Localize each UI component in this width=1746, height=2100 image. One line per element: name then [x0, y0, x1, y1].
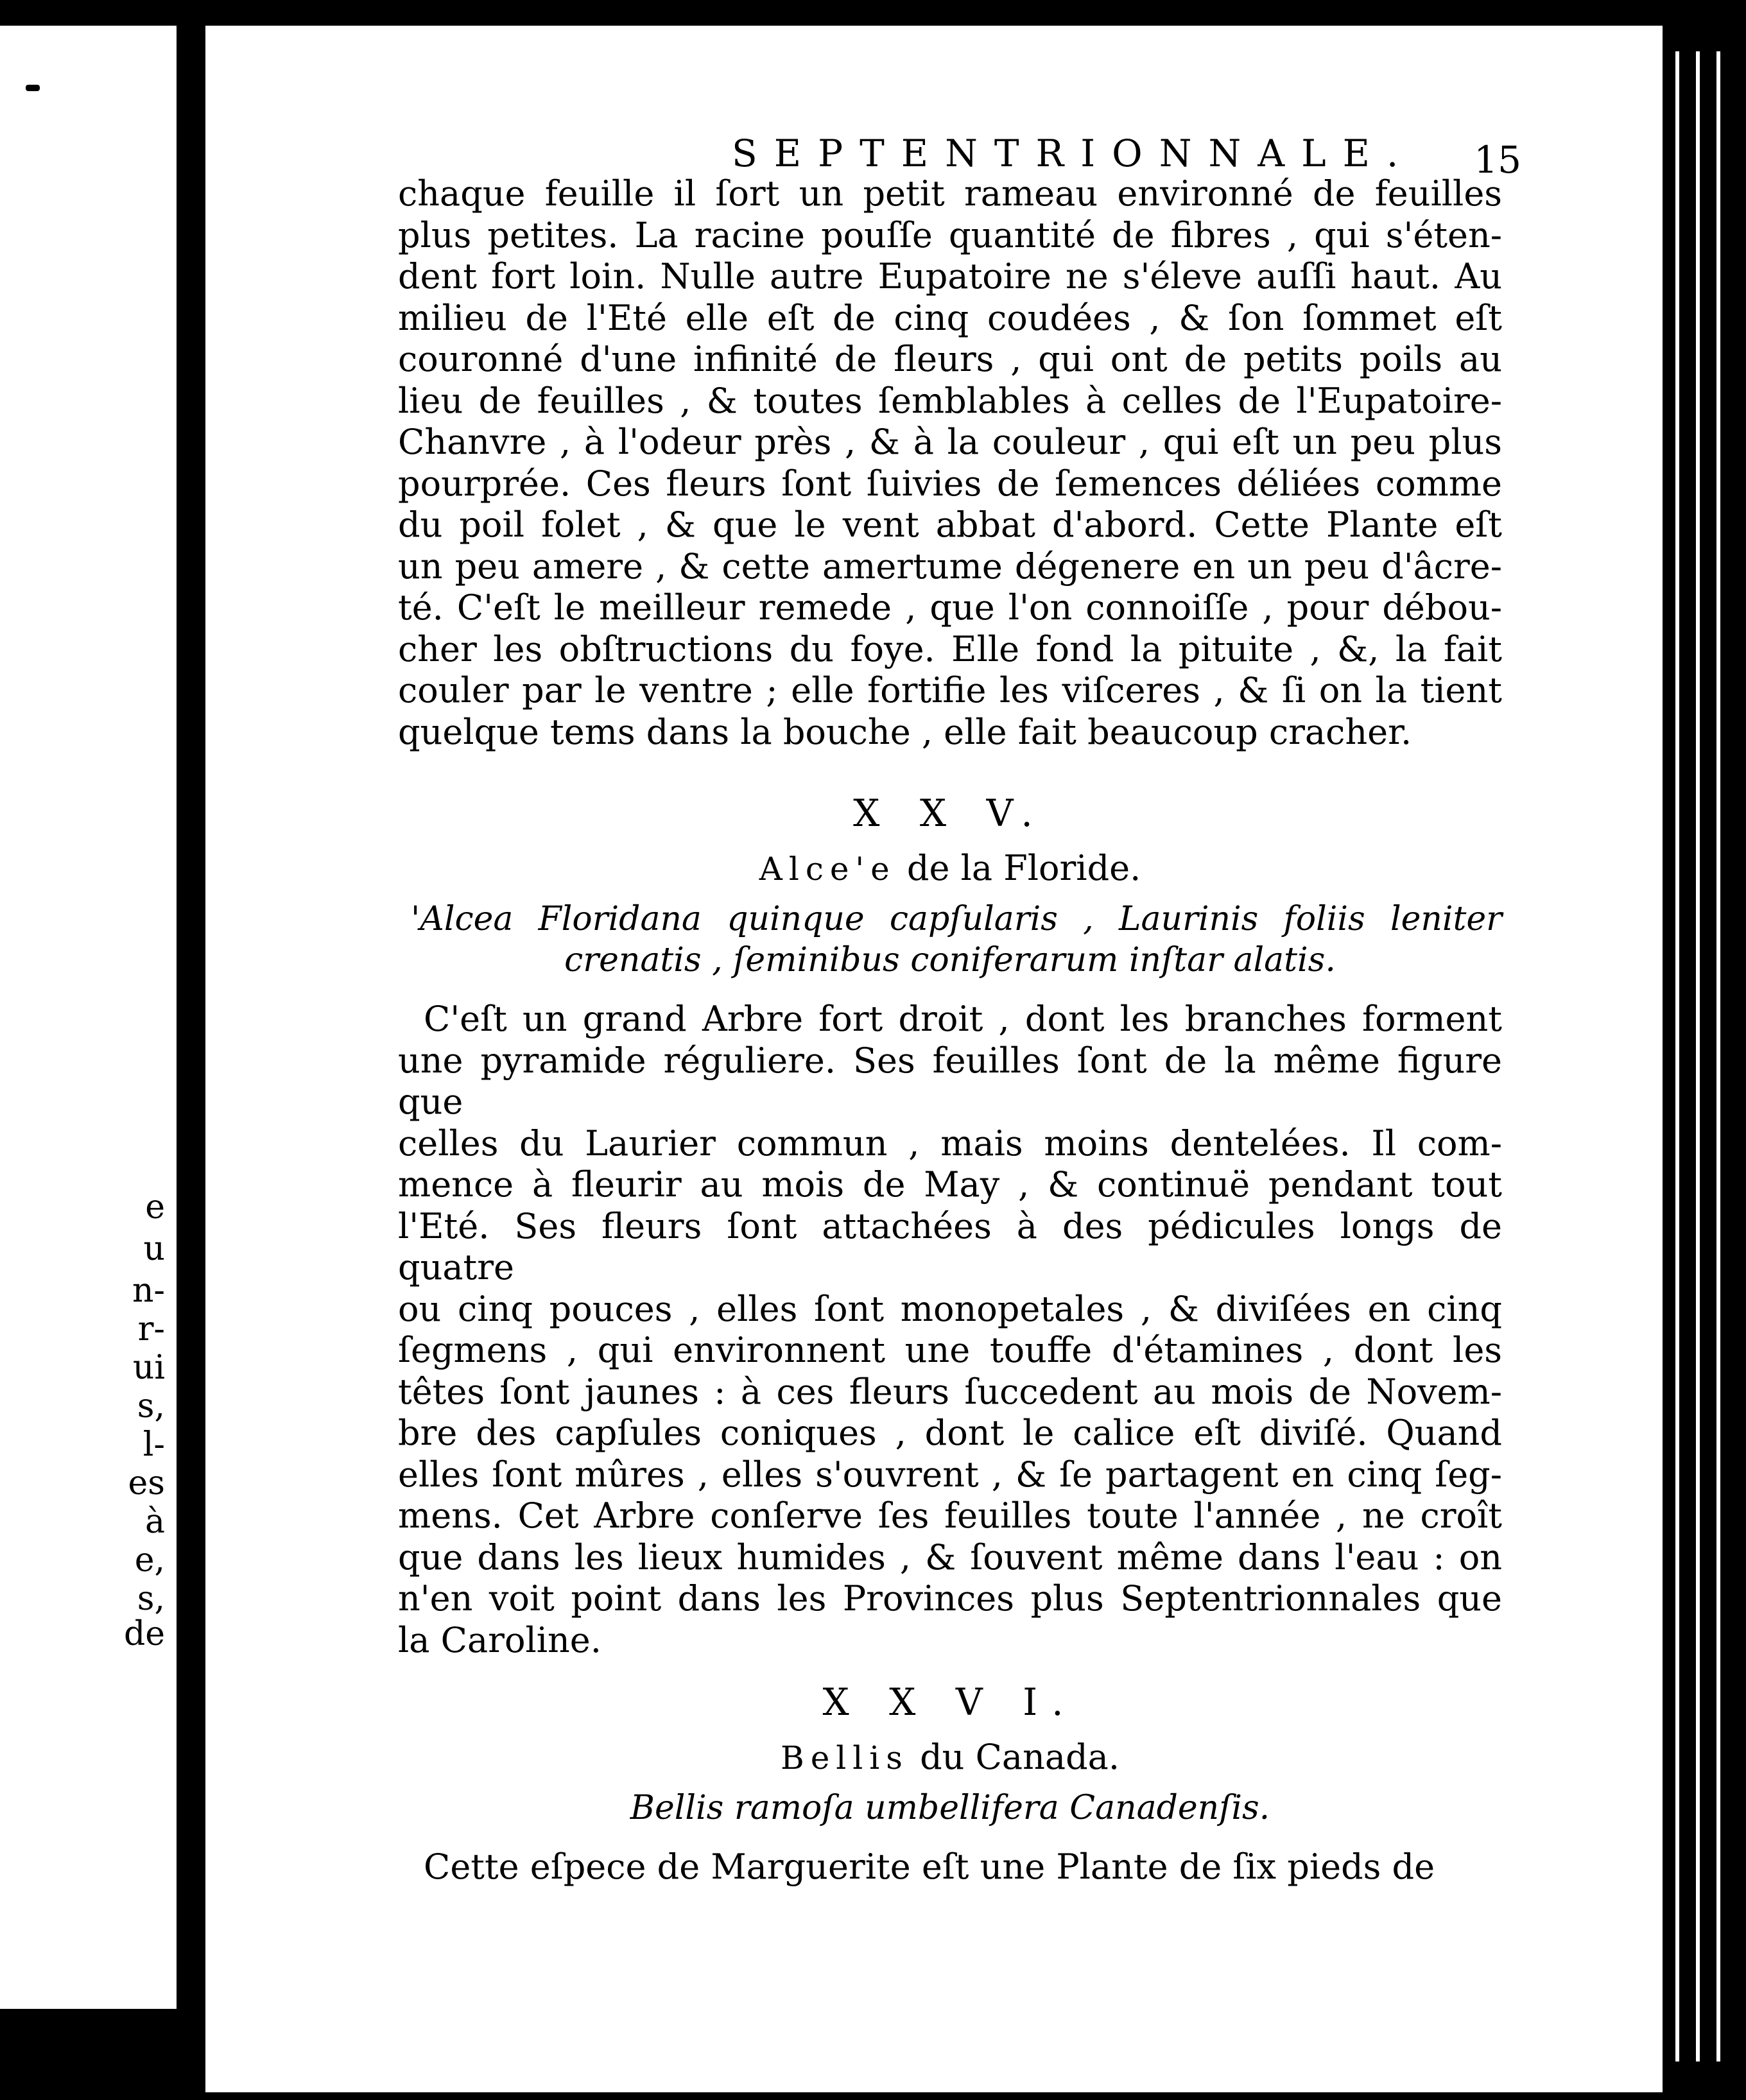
page-text-block — [398, 112, 1521, 1888]
latin-line: Bellis ramoſa umbellifera Canadenſis. — [630, 1789, 1270, 1827]
left-line-ending: de — [123, 1615, 165, 1653]
section-number-25: X X V. — [853, 791, 1047, 835]
text-line: mence à fleurir au mois de May , & continuë pendant tout — [398, 1164, 1502, 1205]
text-line: lieu de feuilles , & toutes ſemblables à celles de l'Eupatoire- — [398, 380, 1502, 421]
left-line-ending: s, — [137, 1579, 165, 1618]
left-line-ending: es — [128, 1464, 165, 1502]
text-line: chaque feuille il ſort un petit rameau environné de feuilles — [398, 173, 1502, 214]
text-line: n'en voit point dans les Provinces plus Septentrionnales que — [398, 1578, 1502, 1619]
text-line: elles ſont mûres , elles s'ouvrent , & ſe partagent en cinq ſeg- — [398, 1454, 1502, 1495]
text-line: une pyramide réguliere. Ses feuilles ſont de la même figure que — [398, 1040, 1502, 1122]
text-line: Chanvre , à l'odeur près , & à la couleur , qui eſt un peu plus — [398, 422, 1502, 462]
left-line-ending: e, — [134, 1541, 165, 1579]
section-number-26: X X V I. — [822, 1680, 1078, 1724]
text-line: celles du Laurier commun , mais moins dentelées. Il com- — [398, 1123, 1502, 1164]
latin-name-25 — [398, 899, 1502, 981]
text-line: C'eſt un grand Arbre fort droit , dont les branches forment — [424, 999, 1502, 1039]
text-line: l'Eté. Ses fleurs ſont attachées à des pédicules longs de quatre — [398, 1205, 1502, 1287]
text-line: plus petites. La racine pouſſe quantité de fibres , qui s'éten- — [398, 214, 1502, 255]
left-line-ending: r- — [137, 1310, 165, 1348]
book-gutter — [177, 0, 205, 2100]
left-line-ending: u — [143, 1230, 165, 1268]
heading-rest: du Canada. — [908, 1737, 1120, 1777]
text-line: dent fort loin. Nulle autre Eupatoire ne s'éleve auſſi haut. Au — [398, 256, 1502, 297]
latin-name-26 — [398, 1787, 1502, 1829]
section-heading-25 — [398, 848, 1502, 888]
text-line: couronné d'une infinité de fleurs , qui ont de petits poils au — [398, 339, 1502, 379]
left-line-ending: e — [145, 1188, 165, 1226]
text-line: ſegmens , qui environnent une touffe d'étamines , dont les — [398, 1330, 1502, 1370]
ink-mark — [26, 85, 40, 91]
page-edge-line — [1675, 51, 1679, 2061]
section-heading-26 — [398, 1737, 1502, 1777]
text-line: 'Alcea Floridana quinque capſularis , Laurinis foliis leniter — [411, 900, 1502, 938]
section-body-26 — [398, 1846, 1502, 1888]
running-title: SEPTENTRIONNALE. — [732, 132, 1415, 175]
left-line-ending: ui — [132, 1348, 165, 1387]
text-line: du poil folet , & que le vent abbat d'abord. Cette Plante eſt — [398, 504, 1502, 545]
continued-paragraph — [398, 173, 1502, 753]
left-line-ending: s, — [137, 1387, 165, 1425]
text-line: la Caroline. — [398, 1619, 601, 1660]
left-line-ending: n- — [132, 1271, 165, 1310]
page-edge-line — [1716, 51, 1720, 2061]
heading-small-caps: Bellis — [780, 1739, 909, 1777]
text-line: un peu amere , & cette amertume dégenere en un peu d'âcre- — [398, 546, 1502, 587]
text-line: mens. Cet Arbre conſerve ſes feuilles toute l'année , ne croît — [398, 1495, 1502, 1536]
left-line-ending: l- — [143, 1425, 165, 1464]
text-line: bre des capſules coniques , dont le calice eſt diviſé. Quand — [398, 1413, 1502, 1453]
text-line: têtes ſont jaunes : à ces fleurs ſuccedent au mois de Novem- — [398, 1371, 1502, 1412]
page-number: 15 — [1474, 138, 1521, 182]
text-line: milieu de l'Eté elle eſt de cinq coudées , & ſon ſommet eſt — [398, 297, 1502, 338]
text-line: pourprée. Ces fleurs ſont ſuivies de ſemences déliées comme — [398, 463, 1502, 504]
left-page-fragment — [0, 26, 177, 2009]
heading-rest: de la Floride. — [895, 848, 1141, 888]
text-line: Cette eſpece de Marguerite eſt une Plante de ſix pieds de — [424, 1846, 1435, 1887]
text-line: couler par le ventre ; elle fortifie les viſceres , & ſi on la tient — [398, 670, 1502, 710]
text-line: crenatis , ſeminibus coniferarum inſtar alatis. — [564, 941, 1336, 979]
page-edge-stack — [1663, 0, 1746, 2100]
running-head — [398, 112, 1521, 182]
page-edge-line — [1696, 51, 1700, 2061]
text-line: cher les obſtructions du foye. Elle fond la pituite , &, la fait — [398, 628, 1502, 669]
section-body-25 — [398, 999, 1502, 1661]
left-line-ending: à — [144, 1502, 165, 1541]
right-page — [205, 26, 1663, 2092]
text-line: quelque tems dans la bouche , elle fait beaucoup cracher. — [398, 711, 1412, 752]
text-line: que dans les lieux humides , & ſouvent même dans l'eau : on — [398, 1536, 1502, 1578]
text-line: té. C'eſt le meilleur remede , que l'on connoiſſe , pour débou- — [398, 587, 1502, 628]
heading-small-caps: Alce'e — [759, 850, 896, 888]
text-line: ou cinq pouces , elles ſont monopetales , & diviſées en cinq — [398, 1288, 1502, 1329]
